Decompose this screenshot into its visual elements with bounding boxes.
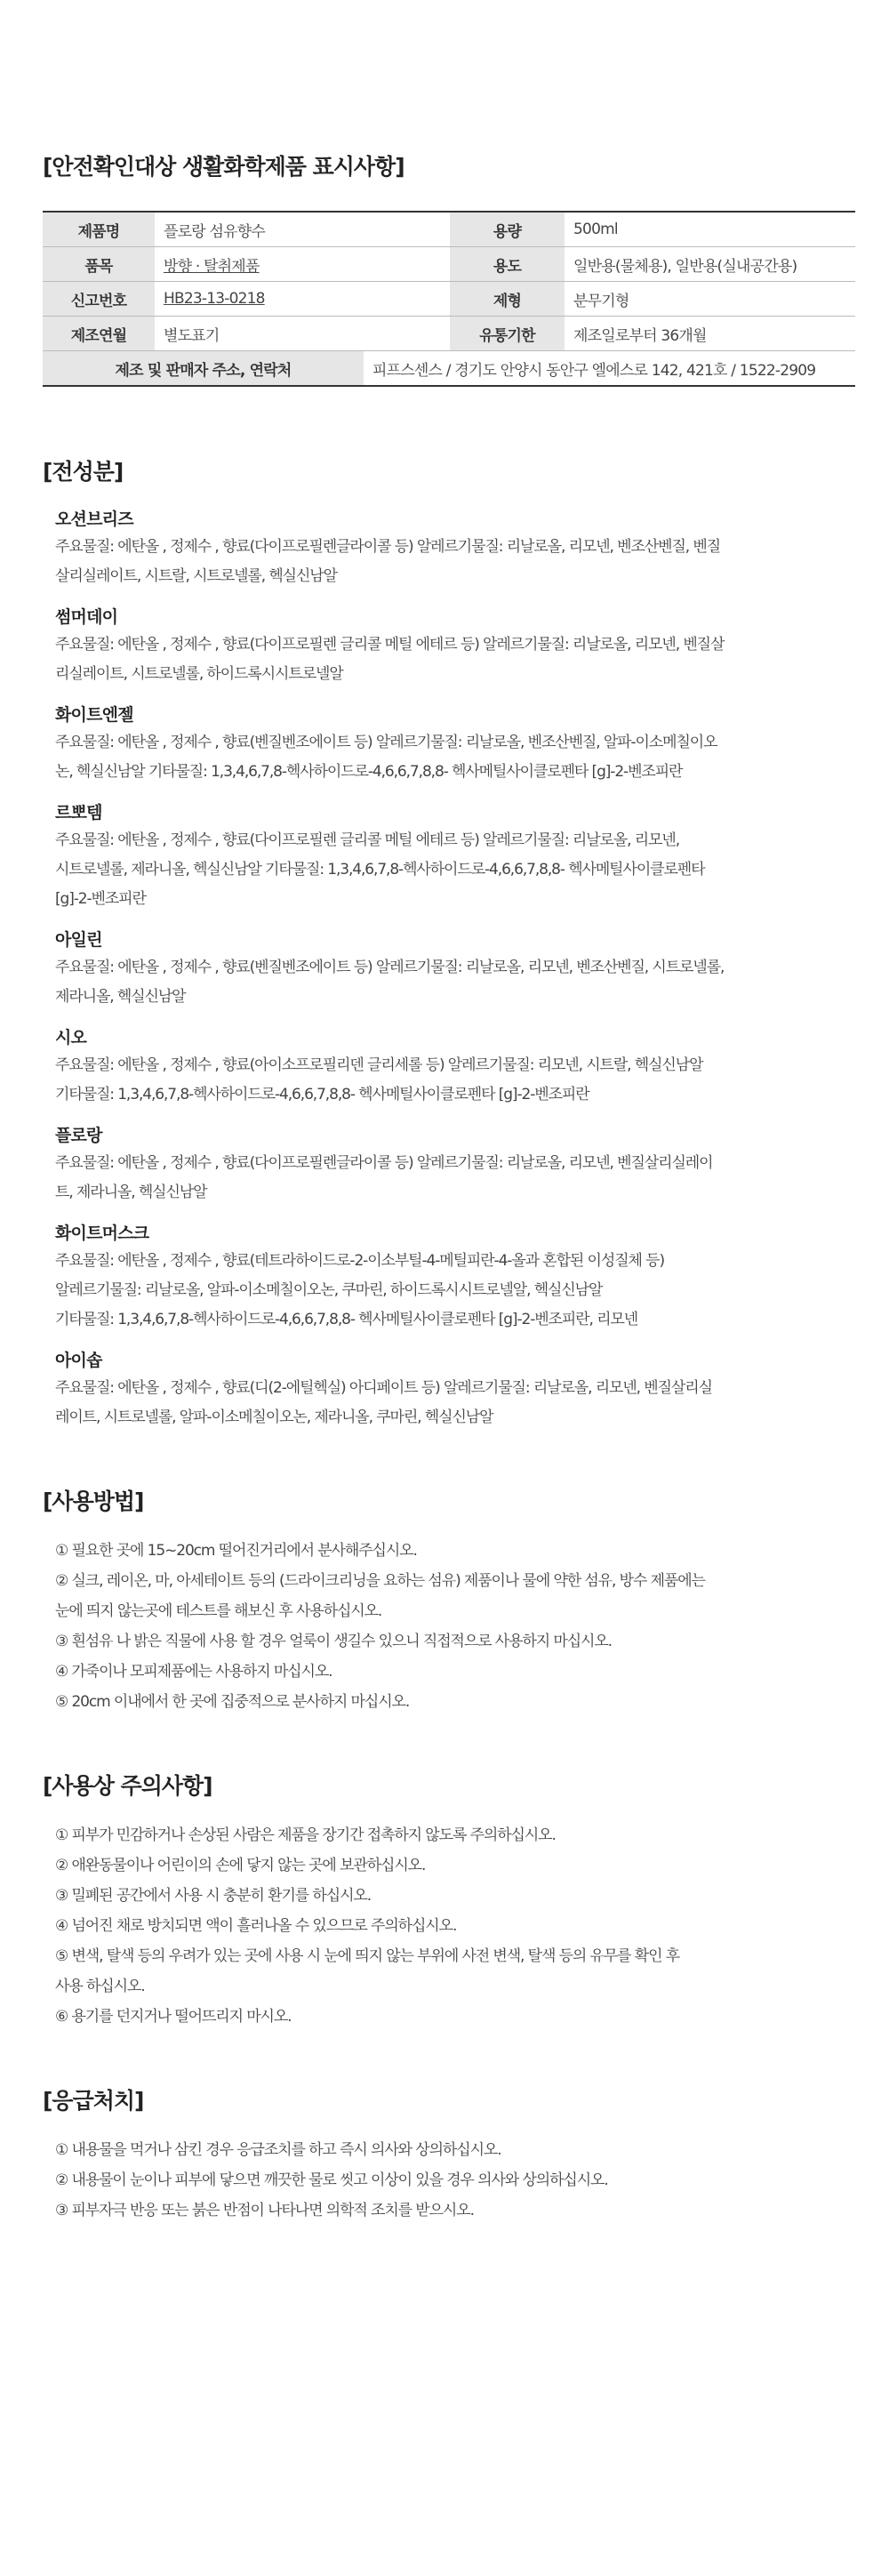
- ingredient-line: 알레르기물질: 리날로올, 알파-이소메칠이오논, 쿠마린, 하이드록시시트로넬알, 헥실신남알: [55, 1281, 603, 1299]
- ingredient-name: 썸머데이: [55, 607, 118, 627]
- usage-item-line: 눈에 띄지 않는곳에 테스트를 해보신 후 사용하십시오.: [55, 1602, 382, 1620]
- usage-item: [55, 1657, 855, 1687]
- maker-value: 피프스센스 / 경기도 안양시 동안구 엘에스로 142, 421호 / 1522-2909: [372, 361, 816, 380]
- cautions-heading: [사용상 주의사항]: [43, 1773, 212, 1799]
- form-label: 제형: [450, 282, 565, 317]
- ingredient-line: 살리실레이트, 시트랄, 시트로넬롤, 헥실신남알: [55, 567, 337, 585]
- ingredient-name: 아이솝: [55, 1351, 102, 1370]
- usage-item: [55, 1536, 855, 1566]
- table-row: [43, 247, 855, 282]
- ingredient-line: 기타물질: 1,3,4,6,7,8-헥사하이드로-4,6,6,7,8,8- 헥사메틸사이클로펜타 [g]-2-벤조피란, 리모넨: [55, 1311, 638, 1328]
- ingredient-name: 오션브리즈: [55, 510, 133, 529]
- first-aid-item-line: ③ 피부자극 반응 또는 붉은 반점이 나타나면 의학적 조치를 받으시오.: [55, 2202, 474, 2219]
- ingredient-line: 레이트, 시트로넬롤, 알파-이소메칠이오논, 제라니올, 쿠마린, 헥실신남알: [55, 1408, 493, 1426]
- usage-item: [55, 1687, 855, 1717]
- usage-item-line: ③ 흰섬유 나 밝은 직물에 사용 할 경우 얼룩이 생길수 있으니 직접적으로 사용하지 마십시오.: [55, 1633, 612, 1650]
- first-aid-heading: [응급처치]: [43, 2088, 144, 2114]
- caution-item-line: ④ 넘어진 채로 방치되면 액이 흘러나올 수 있으므로 주의하십시오.: [55, 1917, 457, 1935]
- ingredient-line: 트, 제라니올, 헥실신남알: [55, 1184, 207, 1201]
- usage-item-line: ④ 가죽이나 모피제품에는 사용하지 마십시오.: [55, 1663, 332, 1681]
- usage-method-list: [55, 1536, 855, 1717]
- caution-item-line: ③ 밀폐된 공간에서 사용 시 충분히 환기를 하십시오.: [55, 1887, 372, 1905]
- caution-item-line: ⑤ 변색, 탈색 등의 우려가 있는 곳에 사용 시 눈에 띄지 않는 부위에 사전 변색, 탈색 등의 유무를 확인 후: [55, 1947, 680, 1965]
- caution-item-line: ② 애완동물이나 어린이의 손에 닿지 않는 곳에 보관하십시오.: [55, 1857, 426, 1874]
- item-value: 방향 · 탈취제품: [155, 247, 450, 282]
- ingredient-line: 제라니올, 헥실신남알: [55, 988, 186, 1006]
- caution-item: [55, 1911, 855, 1941]
- ingredient-name: 시오: [55, 1028, 87, 1047]
- table-row: [43, 282, 855, 317]
- cautions-list: [55, 1820, 855, 2032]
- table-row: [43, 212, 855, 247]
- ingredient-line: 주요물질: 에탄올 , 정제수 , 향료(다이프로필렌 글리콜 메틸 에테르 등) 알레르기물질: 리날로올, 리모넨, 벤질살: [55, 636, 725, 654]
- maker-label: 제조 및 판매자 주소, 연락처: [43, 351, 364, 387]
- expiry-value: 제조일로부터 36개월: [565, 317, 855, 351]
- ingredient-item: [55, 506, 855, 591]
- table-row: [43, 351, 855, 387]
- ingredient-name: 플로랑: [55, 1126, 102, 1145]
- ingredient-line: 주요물질: 에탄올 , 정제수 , 향료(디(2-에틸헥실) 아디페이트 등) 알레르기물질: 리날로올, 리모넨, 벤질살리실: [55, 1379, 712, 1397]
- caution-item: [55, 1881, 855, 1911]
- ingredient-description: [55, 1374, 855, 1432]
- caution-item-line: ① 피부가 민감하거나 손상된 사람은 제품을 장기간 접촉하지 않도록 주의하십시오.: [55, 1826, 556, 1844]
- label-document: [43, 149, 855, 2226]
- ingredient-line: 논, 헥실신남알 기타물질: 1,3,4,6,7,8-헥사하이드로-4,6,6,7,8,8- 헥사메틸사이클로펜타 [g]-2-벤조피란: [55, 763, 683, 781]
- ingredient-line: 주요물질: 에탄올 , 정제수 , 향료(벤질벤조에이트 등) 알레르기물질: 리날로올, 벤조산벤질, 알파-이소메칠이오: [55, 734, 717, 751]
- ingredient-line: 주요물질: 에탄올 , 정제수 , 향료(다이프로필렌 글리콜 메틸 에테르 등) 알레르기물질: 리날로올, 리모넨,: [55, 831, 680, 849]
- ingredient-item: [55, 927, 855, 1012]
- usage-value: 일반용(물체용), 일반용(실내공간용): [565, 247, 855, 282]
- ingredient-name: 화이트엔젤: [55, 705, 133, 725]
- ingredient-line: [g]-2-벤조피란: [55, 890, 146, 908]
- caution-item-line: 사용 하십시오.: [55, 1978, 145, 1995]
- first-aid-item: [55, 2135, 855, 2165]
- ingredient-line: 주요물질: 에탄올 , 정제수 , 향료(다이프로필렌글라이콜 등) 알레르기물질: 리날로올, 리모넨, 벤질살리실레이: [55, 1154, 713, 1172]
- ingredient-description: [55, 630, 855, 689]
- ingredient-description: [55, 1247, 855, 1335]
- mfg-date-value: 별도표기: [155, 317, 450, 351]
- item-label: 품목: [43, 247, 155, 282]
- ingredient-name: 아일린: [55, 930, 102, 950]
- ingredient-name: 화이트머스크: [55, 1224, 149, 1243]
- capacity-label: 용량: [450, 212, 565, 247]
- ingredient-line: 주요물질: 에탄올 , 정제수 , 향료(벤질벤조에이트 등) 알레르기물질: 리날로올, 리모넨, 벤조산벤질, 시트로넬롤,: [55, 959, 725, 976]
- table-row: [43, 317, 855, 351]
- caution-item: [55, 1850, 855, 1881]
- ingredient-item: [55, 604, 855, 689]
- first-aid-item: [55, 2165, 855, 2195]
- caution-item: [55, 1941, 855, 2002]
- ingredient-item: [55, 1220, 855, 1335]
- usage-method-heading: [사용방법]: [43, 1489, 144, 1514]
- ingredient-description: [55, 1149, 855, 1208]
- first-aid-list: [55, 2135, 855, 2226]
- product-info-table: [43, 211, 855, 387]
- product-name-label: 제품명: [43, 212, 155, 247]
- usage-item-line: ① 필요한 곳에 15~20cm 떨어진거리에서 분사해주십시오.: [55, 1542, 417, 1560]
- ingredient-line: 리실레이트, 시트로넬롤, 하이드록시시트로넬알: [55, 665, 343, 683]
- ingredient-item: [55, 1347, 855, 1432]
- usage-item: [55, 1626, 855, 1657]
- ingredient-item: [55, 1024, 855, 1110]
- ingredients-heading: [전성분]: [43, 459, 124, 485]
- first-aid-item: [55, 2195, 855, 2226]
- ingredient-item: [55, 799, 855, 914]
- ingredient-item: [55, 702, 855, 787]
- ingredient-description: [55, 953, 855, 1012]
- caution-item: [55, 1820, 855, 1850]
- product-name-value: 플로랑 섬유향수: [155, 212, 450, 247]
- capacity-value: 500ml: [565, 212, 855, 247]
- usage-item-line: ② 실크, 레이온, 마, 아세테이트 등의 (드라이크리닝을 요하는 섬유) 제품이나 물에 약한 섬유, 방수 제품에는: [55, 1572, 705, 1590]
- usage-item-line: ⑤ 20cm 이내에서 한 곳에 집중적으로 분사하지 마십시오.: [55, 1693, 410, 1711]
- ingredient-line: 주요물질: 에탄올 , 정제수 , 향료(아이소프로필리덴 글리세롤 등) 알레르기물질: 리모넨, 시트랄, 헥실신남알: [55, 1056, 703, 1074]
- report-no-value: HB23-13-0218: [155, 282, 450, 317]
- ingredient-line: 주요물질: 에탄올 , 정제수 , 향료(다이프로필렌글라이콜 등) 알레르기물질: 리날로올, 리모넨, 벤조산벤질, 벤질: [55, 538, 721, 556]
- ingredient-description: [55, 1051, 855, 1110]
- ingredient-line: 시트로넬롤, 제라니올, 헥실신남알 기타물질: 1,3,4,6,7,8-헥사하이드로-4,6,6,7,8,8- 헥사메틸사이클로펜타: [55, 861, 705, 879]
- ingredient-line: 기타물질: 1,3,4,6,7,8-헥사하이드로-4,6,6,7,8,8- 헥사메틸사이클로펜타 [g]-2-벤조피란: [55, 1086, 589, 1103]
- ingredient-description: [55, 826, 855, 914]
- ingredient-name: 르뽀템: [55, 803, 102, 823]
- page-title: [안전확인대상 생활화학제품 표시사항]: [43, 154, 404, 180]
- expiry-label: 유통기한: [450, 317, 565, 351]
- ingredient-description: [55, 728, 855, 787]
- ingredient-item: [55, 1122, 855, 1208]
- caution-item: [55, 2002, 855, 2032]
- first-aid-item-line: ① 내용물을 먹거나 삼킨 경우 응급조치를 하고 즉시 의사와 상의하십시오.: [55, 2141, 501, 2159]
- mfg-date-label: 제조연월: [43, 317, 155, 351]
- ingredient-list: [55, 506, 855, 1432]
- ingredient-description: [55, 533, 855, 591]
- ingredient-line: 주요물질: 에탄올 , 정제수 , 향료(테트라하이드로-2-이소부틸-4-메틸피란-4-올과 혼합된 이성질체 등): [55, 1252, 664, 1270]
- form-value: 분무기형: [565, 282, 855, 317]
- usage-item: [55, 1566, 855, 1626]
- usage-label: 용도: [450, 247, 565, 282]
- caution-item-line: ⑥ 용기를 던지거나 떨어뜨리지 마시오.: [55, 2008, 292, 2026]
- report-no-label: 신고번호: [43, 282, 155, 317]
- first-aid-item-line: ② 내용물이 눈이나 피부에 닿으면 깨끗한 물로 씻고 이상이 있을 경우 의사와 상의하십시오.: [55, 2171, 608, 2189]
